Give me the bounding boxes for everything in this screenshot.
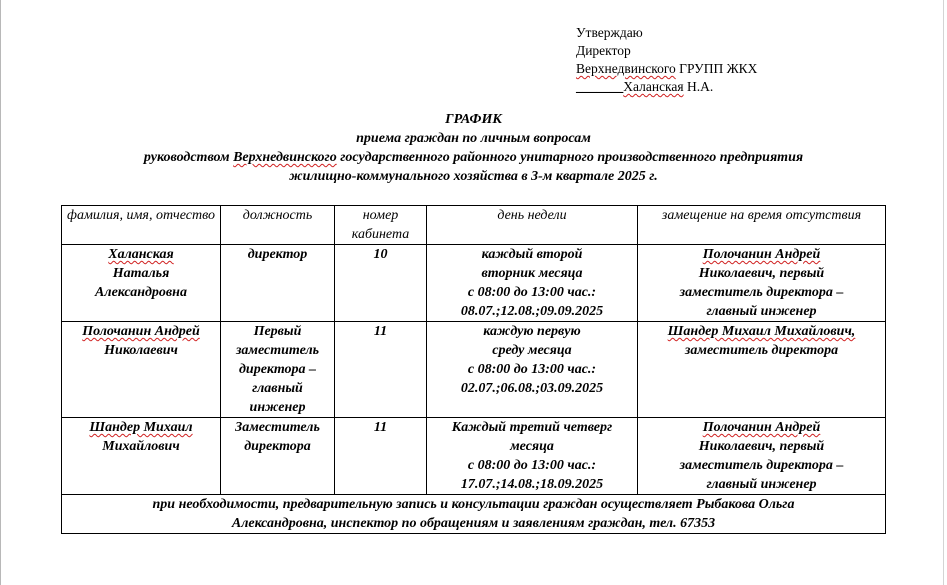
day-line: с 08:00 до 13:00 час.: xyxy=(467,285,597,300)
approval-line-approve: Утверждаю xyxy=(576,25,643,40)
title-line-1: приема граждан по личным вопросам xyxy=(356,131,591,146)
footer-text: при необходимости, предварительную запись и консультации граждан осуществляет xyxy=(152,497,693,512)
page-border-left xyxy=(0,0,1,585)
signature-name: Халанская xyxy=(623,79,684,94)
position-line: директор xyxy=(247,247,308,262)
title-main: ГРАФИК xyxy=(445,112,502,127)
cell-day xyxy=(427,245,638,322)
cell-day xyxy=(427,322,638,418)
substitute-line: главный инженер xyxy=(706,304,817,319)
cell-room xyxy=(335,245,427,322)
title-line-2 xyxy=(0,148,947,167)
header-substitute: замещение на время отсутствия xyxy=(638,206,886,245)
substitute-line: Полочанин Андрей xyxy=(702,420,821,435)
signature-blank: _______ xyxy=(576,79,624,94)
title-line-2-org: Верхнедвинского xyxy=(233,150,337,165)
page-border-right xyxy=(943,0,944,585)
footer-line-2: Александровна, инспектор по обращениям и заявлениям граждан, тел. 67353 xyxy=(231,516,716,531)
approval-line-org xyxy=(576,60,757,78)
approval-line-position: Директор xyxy=(576,43,631,58)
day-dates: 08.07.;12.08.;09.09.2025 xyxy=(460,304,604,319)
footer-line-1 xyxy=(65,495,882,514)
cell-substitute xyxy=(638,322,886,418)
schedule-table xyxy=(61,205,886,534)
cell-day xyxy=(427,418,638,495)
cell-name xyxy=(62,322,221,418)
position-line: директора – xyxy=(238,362,317,377)
document-title xyxy=(0,110,947,186)
day-line: с 08:00 до 13:00 час.: xyxy=(467,458,597,473)
table-footer-row xyxy=(62,495,886,534)
name-line: Халанская xyxy=(108,247,174,262)
header-day: день недели xyxy=(427,206,638,245)
position-line: инженер xyxy=(249,400,306,415)
day-dates: 17.07.;14.08.;18.09.2025 xyxy=(460,477,604,492)
name-line: Николаевич xyxy=(104,343,178,358)
table-row xyxy=(62,245,886,322)
footer-note xyxy=(62,495,886,534)
room-number: 10 xyxy=(373,247,388,262)
substitute-line: Николаевич, первый xyxy=(698,266,825,281)
table-row xyxy=(62,322,886,418)
position-line: главный xyxy=(252,381,303,396)
position-line: заместитель xyxy=(235,343,320,358)
day-line: среду месяца xyxy=(492,343,572,358)
name-line: Полочанин Андрей xyxy=(82,324,200,339)
cell-room xyxy=(335,322,427,418)
title-line-3: жилищно-коммунального хозяйства в 3-м квартале 2025 г. xyxy=(289,169,658,184)
day-line: каждую первую xyxy=(483,324,581,339)
day-dates: 02.07.;06.08.;03.09.2025 xyxy=(460,381,604,396)
title-line-2-post: государственного районного унитарного производственного предприятия xyxy=(340,150,804,165)
day-line: каждый второй xyxy=(481,247,583,262)
name-line: Александровна xyxy=(95,285,187,300)
name-line: Наталья xyxy=(112,266,170,281)
cell-name xyxy=(62,418,221,495)
approval-org-rest: ГРУПП ЖКХ xyxy=(679,61,758,76)
substitute-line: заместитель директора – xyxy=(679,285,844,300)
substitute-line: Николаевич, первый xyxy=(698,439,825,454)
table-header-row xyxy=(62,206,886,245)
header-position: должность xyxy=(221,206,335,245)
approval-line-signature xyxy=(576,78,757,96)
name-line: Шандер Михаил xyxy=(89,420,193,435)
substitute-line: главный инженер xyxy=(706,477,817,492)
day-line: Каждый третий четверг xyxy=(451,420,613,435)
header-name: фамилия, имя, отчество xyxy=(62,206,221,245)
substitute-line: Шандер Михаил Михайлович, xyxy=(667,324,856,339)
approval-block xyxy=(576,24,757,96)
cell-substitute xyxy=(638,245,886,322)
cell-substitute xyxy=(638,418,886,495)
cell-position xyxy=(221,418,335,495)
room-number: 11 xyxy=(373,420,388,435)
table-row xyxy=(62,418,886,495)
substitute-line: заместитель директора – xyxy=(679,458,844,473)
cell-room xyxy=(335,418,427,495)
approval-org-name: Верхнедвинского xyxy=(576,61,676,76)
position-line: Первый xyxy=(253,324,302,339)
footer-contact-name: Рыбакова Ольга xyxy=(696,497,795,512)
substitute-line: Полочанин Андрей xyxy=(702,247,821,262)
cell-name xyxy=(62,245,221,322)
cell-position xyxy=(221,245,335,322)
header-room: номер кабинета xyxy=(335,206,427,245)
substitute-line: заместитель директора xyxy=(684,343,839,358)
name-line: Михайлович xyxy=(102,439,180,454)
day-line: с 08:00 до 13:00 час.: xyxy=(467,362,597,377)
day-line: вторник месяца xyxy=(481,266,583,281)
position-line: директора xyxy=(244,439,311,454)
signature-initials: Н.А. xyxy=(687,79,714,94)
day-line: месяца xyxy=(510,439,554,454)
room-number: 11 xyxy=(373,324,388,339)
cell-position xyxy=(221,322,335,418)
title-line-2-pre: руководством xyxy=(143,150,230,165)
position-line: Заместитель xyxy=(235,420,320,435)
